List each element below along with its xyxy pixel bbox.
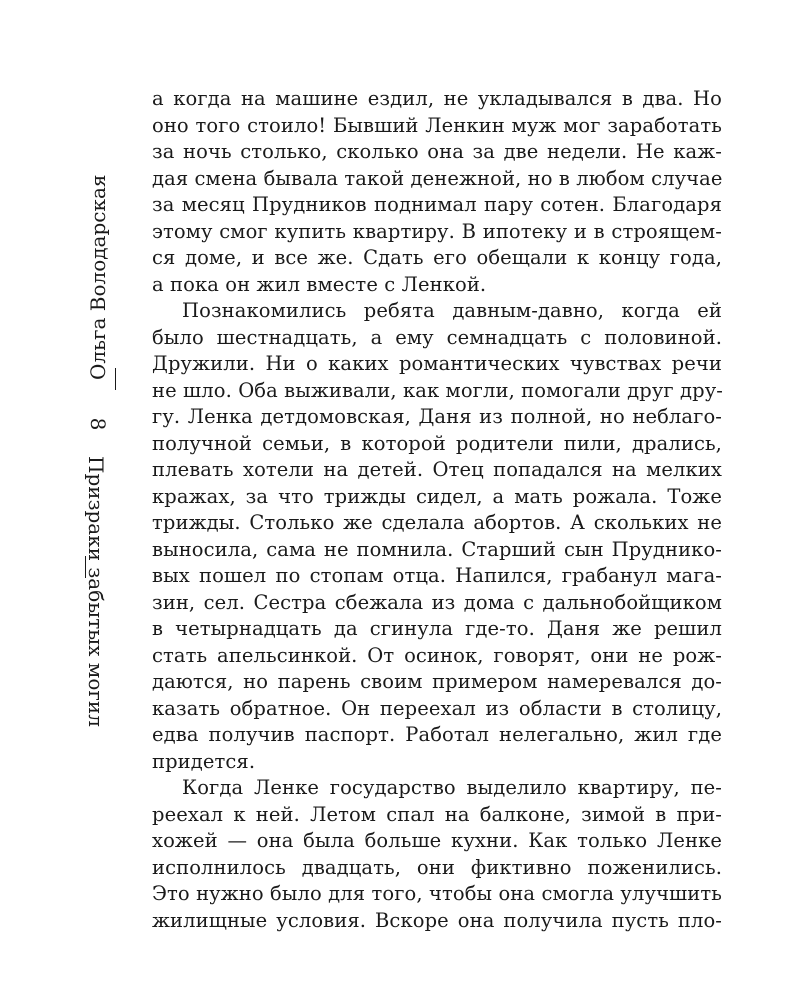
text-line: оно того стоило! Бывший Ленкин муж мог заработать: [152, 113, 722, 137]
text-line: ся доме, и все же. Сдать его обещали к концу года,: [152, 246, 722, 269]
text-line: а когда на машине ездил, не укладывался в два. Но: [152, 87, 722, 110]
text-line: казать обратное. Он переехал из области в столицу,: [152, 696, 722, 720]
text-line: гу. Ленка детдомовская, Даня из полной, но неблаго-: [152, 405, 722, 428]
text-line: едва получив паспорт. Работал нелегально, жил где: [152, 723, 722, 746]
body-text: [152, 86, 722, 934]
text-line: исполнилось двадцать, они фиктивно поженились.: [152, 855, 722, 879]
text-line: Это нужно было для того, чтобы она смогла улучшить: [152, 882, 722, 905]
text-line: кражах, за что трижды сидел, а мать рожала. Тоже: [152, 484, 722, 508]
text-line: жилищные условия. Вскоре она получила пусть пло-: [152, 908, 722, 932]
text-line: плевать хотели на детей. Отец попадался на мелких: [152, 458, 722, 481]
text-line: вых пошел по стопам отца. Напился, грабанул мага-: [152, 564, 722, 587]
text-line: а пока он жил вместе с Ленкой.: [152, 272, 487, 296]
text-line: получной семьи, в которой родители пили, дрались,: [152, 431, 722, 455]
text-line: за месяц Прудников поднимал пару сотен. Благодаря: [152, 193, 722, 216]
text-line: Дружили. Ни о каких романтических чувствах речи: [152, 352, 722, 375]
text-line: реехал к ней. Летом спал на балконе, зимой в при-: [152, 802, 722, 826]
text-line: не шло. Оба выживали, как могли, помогали друг дру-: [152, 378, 723, 402]
text-line: выносила, сама не помнила. Старший сын Прудникo-: [152, 537, 722, 561]
text-line: этому смог купить квартиру. В ипотеку и в строящем-: [152, 219, 722, 243]
text-line: даются, но парень своим примером намеревался до-: [152, 670, 722, 693]
page-number: 8: [86, 417, 110, 431]
text-line: за ночь столько, сколько она за две недели. Не каж-: [152, 140, 722, 163]
text-line: придется.: [152, 749, 256, 773]
text-line: Когда Ленке государство выделило квартиру, пе-: [182, 776, 722, 799]
text-line: было шестнадцать, а ему семнадцать с половиной.: [152, 325, 722, 349]
text-line: трижды. Столько же сделала абортов. А скольких не: [152, 511, 722, 534]
text-line: хожей — она была больше кухни. Как только Ленке: [152, 829, 722, 852]
text-line: зин, сел. Сестра сбежала из дома с дальнобойщиком: [152, 590, 722, 614]
running-head-book-title: Призраки забытых могил: [84, 456, 108, 727]
running-head-author: Ольга Володарская: [86, 174, 110, 380]
text-line: стать апельсинкой. От осинок, говорят, они не рож-: [152, 643, 722, 667]
running-head-divider-top: [115, 368, 116, 390]
text-line: Познакомились ребята давным-давно, когда ей: [182, 299, 722, 322]
text-line: в четырнадцать да сгинула где-то. Даня же решил: [152, 617, 722, 640]
text-line: дая смена бывала такой денежной, но в любом случае: [152, 166, 723, 190]
